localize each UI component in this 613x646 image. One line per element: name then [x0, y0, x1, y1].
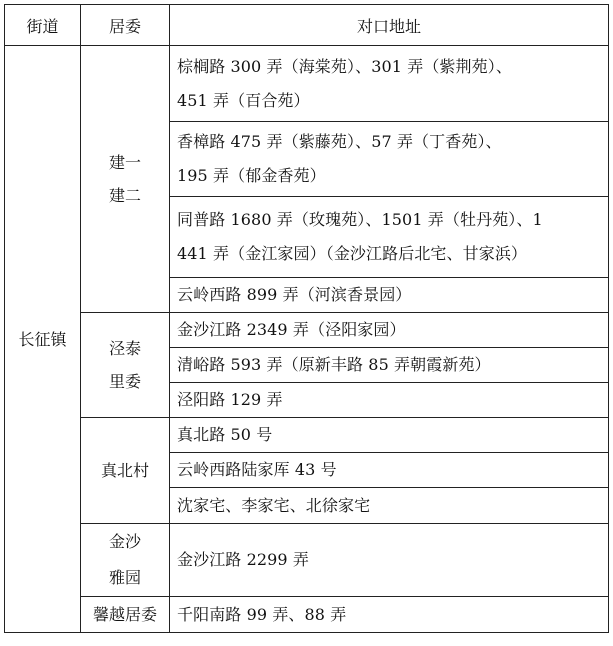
table-row [5, 46, 609, 122]
committee-cell: 建一 建二 [81, 46, 170, 313]
address-cell: 清峪路 593 弄（原新丰路 85 弄朝霞新苑） [170, 348, 609, 383]
header-committee: 居委 [81, 5, 170, 46]
street-cell: 长征镇 [5, 46, 81, 633]
table-row [5, 597, 609, 633]
address-cell: 棕榈路 300 弄（海棠苑）、301 弄（紫荆苑）、 451 弄（百合苑） [170, 46, 609, 122]
committee-cell: 泾泰 里委 [81, 313, 170, 418]
table-row [5, 418, 609, 453]
address-cell: 金沙江路 2349 弄（泾阳家园） [170, 313, 609, 348]
header-row [5, 5, 609, 46]
address-cell: 沈家宅、李家宅、北徐家宅 [170, 488, 609, 524]
address-cell: 同普路 1680 弄（玫瑰苑）、1501 弄（牡丹苑）、1 441 弄（金江家园）（金沙江路后北宅、甘家浜） [170, 197, 609, 278]
address-cell: 云岭西路陆家厍 43 号 [170, 453, 609, 488]
table-row [5, 313, 609, 348]
address-cell: 云岭西路 899 弄（河滨香景园） [170, 278, 609, 313]
address-cell: 千阳南路 99 弄、88 弄 [170, 597, 609, 633]
address-cell: 香樟路 475 弄（紫藤苑）、57 弄（丁香苑）、 195 弄（郁金香苑） [170, 122, 609, 197]
committee-cell: 馨越居委 [81, 597, 170, 633]
committee-cell: 金沙 雅园 [81, 524, 170, 597]
address-cell: 泾阳路 129 弄 [170, 383, 609, 418]
header-street: 街道 [5, 5, 81, 46]
committee-cell: 真北村 [81, 418, 170, 524]
address-cell: 金沙江路 2299 弄 [170, 524, 609, 597]
table-row [5, 524, 609, 597]
header-address: 对口地址 [170, 5, 609, 46]
address-cell: 真北路 50 号 [170, 418, 609, 453]
address-table [4, 4, 609, 633]
